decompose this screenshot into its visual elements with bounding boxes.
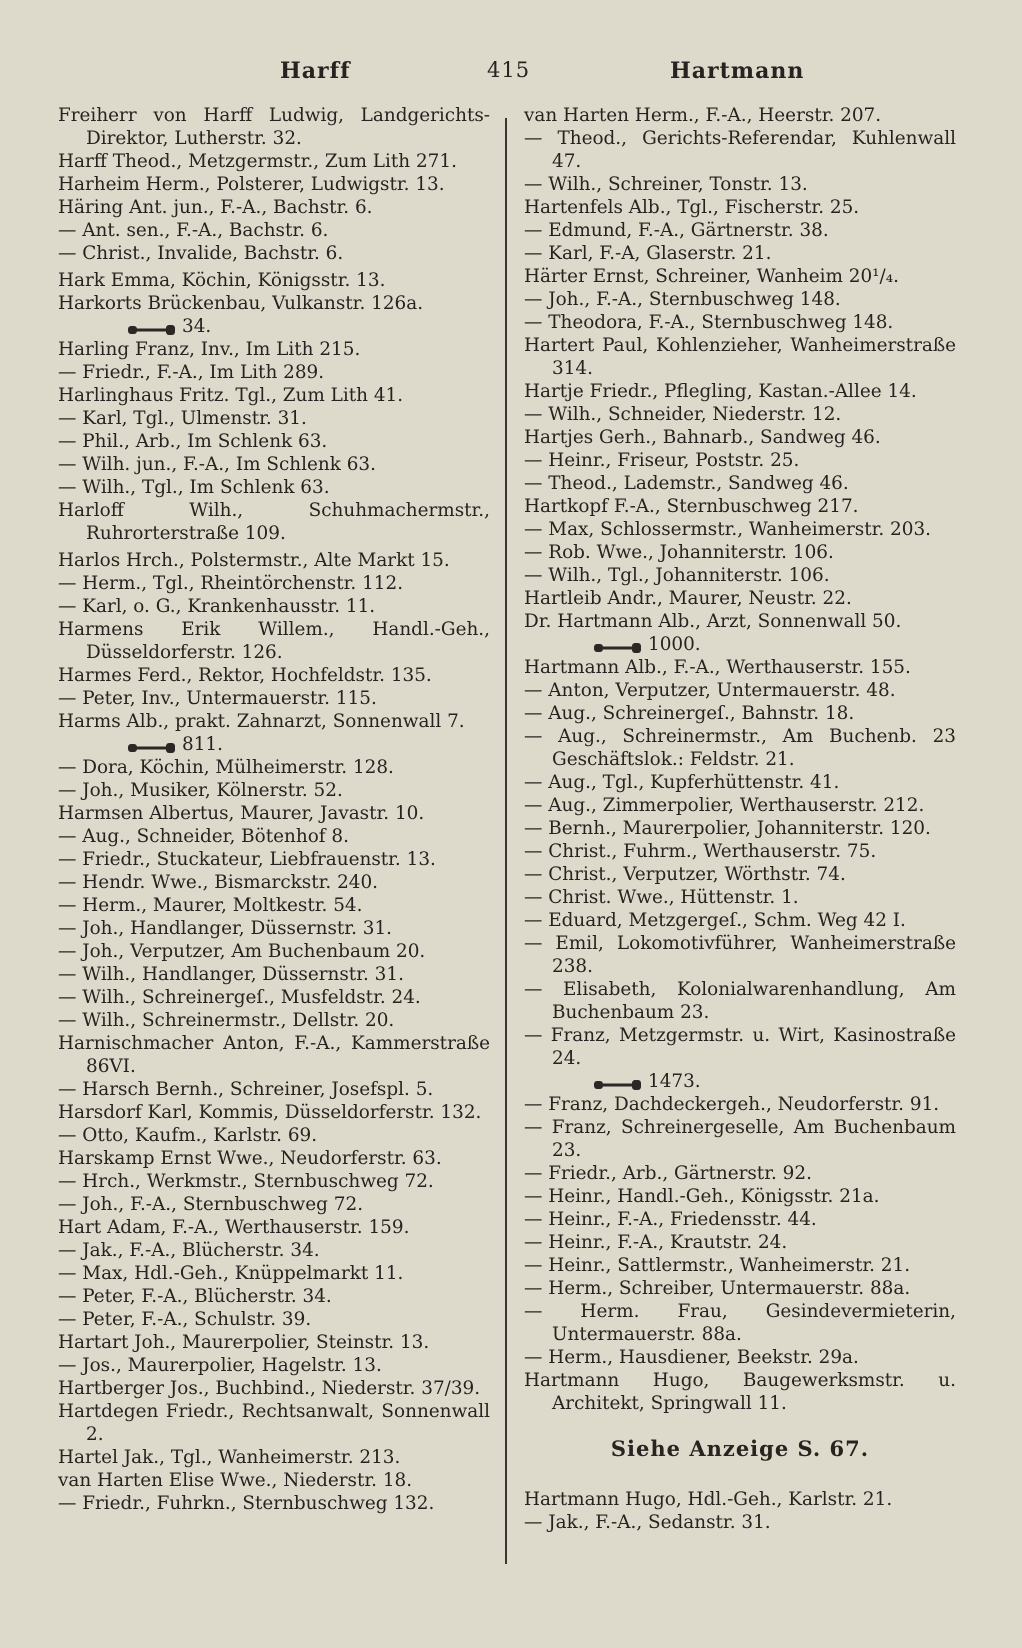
directory-entry: Harnischmacher Anton, F.-A., Kammerstraße 86VI. — [58, 1033, 490, 1077]
directory-entry: — Karl, o. G., Krankenhausstr. 11. — [58, 596, 376, 617]
header-right-keyword: Hartmann — [670, 58, 805, 84]
directory-entry: — Karl, F.-A, Glaserstr. 21. — [524, 243, 772, 264]
directory-entry: — Heinr., Handl.-Geh., Königsstr. 21a. — [524, 1186, 880, 1207]
telephone-icon — [128, 738, 176, 752]
directory-entry: — Aug., Schneider, Bötenhof 8. — [58, 826, 349, 847]
directory-entry: Harmsen Albertus, Maurer, Javastr. 10. — [58, 803, 425, 824]
directory-entry: — Hrch., Werkmstr., Sternbuschweg 72. — [58, 1171, 434, 1192]
advertisement-notice: Siehe Anzeige S. 67. — [610, 1436, 870, 1461]
directory-entry: van Harten Elise Wwe., Niederstr. 18. — [58, 1470, 413, 1491]
directory-entry: — Franz, Dachdeckergeh., Neudorferstr. 91. — [524, 1094, 940, 1115]
right-column — [524, 104, 956, 1534]
directory-entry: — Herm., Tgl., Rheintörchenstr. 112. — [58, 573, 404, 594]
directory-entry: Hart Adam, F.-A., Werthauserstr. 159. — [58, 1217, 410, 1238]
directory-entry: — Peter, F.-A., Blücherstr. 34. — [58, 1286, 332, 1307]
directory-entry: — Heinr., F.-A., Krautstr. 24. — [524, 1232, 788, 1253]
directory-entry: Harff Theod., Metzgermstr., Zum Lith 271. — [58, 151, 457, 172]
directory-entry: — Wilh., Tgl., Im Schlenk 63. — [58, 477, 330, 498]
directory-entry: — Wilh., Handlanger, Düssernstr. 31. — [58, 964, 404, 985]
directory-entry: — Emil, Lokomotivführer, Wanheimerstraße 238. — [524, 933, 956, 977]
directory-entry: — Otto, Kaufm., Karlstr. 69. — [58, 1125, 318, 1146]
directory-entry: — Peter, Inv., Untermauerstr. 115. — [58, 688, 377, 709]
telephone-number-text: 811. — [182, 734, 223, 755]
directory-entry: — Aug., Zimmerpolier, Werthauserstr. 212. — [524, 795, 925, 816]
directory-entry: — Heinr., F.-A., Friedensstr. 44. — [524, 1209, 817, 1230]
telephone-number — [524, 633, 956, 656]
directory-entry: — Aug., Tgl., Kupferhüttenstr. 41. — [524, 772, 840, 793]
directory-entry: Hartmann Hugo, Baugewerksmstr. u. Architekt, Springwall 11. — [524, 1370, 956, 1414]
directory-entry: Härter Ernst, Schreiner, Wanheim 20¹/₄. — [524, 266, 899, 287]
directory-entry: Harkorts Brückenbau, Vulkanstr. 126a. — [58, 293, 424, 314]
directory-entry: — Karl, Tgl., Ulmenstr. 31. — [58, 408, 307, 429]
page-header — [55, 58, 967, 92]
directory-entry: — Christ., Invalide, Bachstr. 6. — [58, 243, 344, 264]
directory-entry: Hartkopf F.-A., Sternbuschweg 217. — [524, 496, 859, 517]
directory-entry: Harling Franz, Inv., Im Lith 215. — [58, 339, 361, 360]
directory-entry: Häring Ant. jun., F.-A., Bachstr. 6. — [58, 197, 373, 218]
directory-entry: — Friedr., F.-A., Im Lith 289. — [58, 362, 325, 383]
telephone-number — [58, 315, 490, 338]
directory-entry: Hartmann Alb., F.-A., Werthauserstr. 155. — [524, 657, 911, 678]
directory-entry: — Herm., Maurer, Moltkestr. 54. — [58, 895, 363, 916]
directory-entry: — Wilh. jun., F.-A., Im Schlenk 63. — [58, 454, 376, 475]
directory-entry: Hartje Friedr., Pflegling, Kastan.-Allee 14. — [524, 381, 917, 402]
directory-entry: — Joh., F.-A., Sternbuschweg 148. — [524, 289, 841, 310]
directory-entry: — Heinr., Friseur, Poststr. 25. — [524, 450, 800, 471]
directory-entry: — Wilh., Schneider, Niederstr. 12. — [524, 404, 842, 425]
telephone-number-text: 1000. — [648, 634, 701, 655]
directory-entry: Harmes Ferd., Rektor, Hochfeldstr. 135. — [58, 665, 432, 686]
directory-entry: — Herm., Schreiber, Untermauerstr. 88a. — [524, 1278, 911, 1299]
directory-entry: — Christ., Verputzer, Wörthstr. 74. — [524, 864, 846, 885]
directory-entry: — Franz, Metzgermstr. u. Wirt, Kasinostraße 24. — [524, 1025, 956, 1069]
directory-entry: van Harten Herm., F.-A., Heerstr. 207. — [524, 105, 882, 126]
directory-entry: — Harsch Bernh., Schreiner, Josefspl. 5. — [58, 1079, 434, 1100]
directory-entry: Freiherr von Harff Ludwig, Landgerichts-Direktor, Lutherstr. 32. — [58, 105, 490, 149]
directory-entry: — Peter, F.-A., Schulstr. 39. — [58, 1309, 312, 1330]
telephone-icon — [128, 320, 176, 334]
directory-entry: Hartleib Andr., Maurer, Neustr. 22. — [524, 588, 852, 609]
page-number: 415 — [487, 58, 531, 82]
directory-entry: — Friedr., Stuckateur, Liebfrauenstr. 13. — [58, 849, 436, 870]
directory-entry: Hartenfels Alb., Tgl., Fischerstr. 25. — [524, 197, 860, 218]
directory-entry: — Edmund, F.-A., Gärtnerstr. 38. — [524, 220, 829, 241]
directory-entry: Hartmann Hugo, Hdl.-Geh., Karlstr. 21. — [524, 1489, 893, 1510]
directory-entry: — Friedr., Arb., Gärtnerstr. 92. — [524, 1163, 812, 1184]
directory-entry: Hartart Joh., Maurerpolier, Steinstr. 13. — [58, 1332, 430, 1353]
directory-entry: Harsdorf Karl, Kommis, Düsseldorferstr. 132. — [58, 1102, 482, 1123]
left-column — [58, 104, 490, 1515]
directory-entry: — Eduard, Metzgergeſ., Schm. Weg 42 I. — [524, 910, 906, 931]
directory-entry: — Wilh., Schreiner, Tonstr. 13. — [524, 174, 808, 195]
directory-entry: — Jak., F.-A., Sedanstr. 31. — [524, 1512, 771, 1533]
directory-entry: Hartjes Gerh., Bahnarb., Sandweg 46. — [524, 427, 881, 448]
directory-entry: Harlinghaus Fritz. Tgl., Zum Lith 41. — [58, 385, 404, 406]
directory-entry: Hartel Jak., Tgl., Wanheimerstr. 213. — [58, 1447, 401, 1468]
telephone-number-text: 34. — [182, 316, 212, 337]
directory-entry: — Theodora, F.-A., Sternbuschweg 148. — [524, 312, 894, 333]
directory-entry: — Christ., Fuhrm., Werthauserstr. 75. — [524, 841, 877, 862]
directory-entry: Harms Alb., prakt. Zahnarzt, Sonnenwall 7. — [58, 711, 465, 732]
directory-entry: — Herm. Frau, Gesindevermieterin, Untermauerstr. 88a. — [524, 1301, 956, 1345]
directory-entry: — Jak., F.-A., Blücherstr. 34. — [58, 1240, 320, 1261]
directory-entry: — Anton, Verputzer, Untermauerstr. 48. — [524, 680, 896, 701]
directory-entry: — Wilh., Schreinergeſ., Musfeldstr. 24. — [58, 987, 421, 1008]
directory-entry: — Jos., Maurerpolier, Hagelstr. 13. — [58, 1355, 382, 1376]
directory-entry: — Theod., Lademstr., Sandweg 46. — [524, 473, 849, 494]
directory-entry: — Rob. Wwe., Johanniterstr. 106. — [524, 542, 834, 563]
directory-entry: — Christ. Wwe., Hüttenstr. 1. — [524, 887, 799, 908]
header-left-keyword: Harff — [280, 58, 351, 84]
directory-entry: — Phil., Arb., Im Schlenk 63. — [58, 431, 328, 452]
directory-entry: Harloff Wilh., Schuhmachermstr., Ruhrorterstraße 109. — [58, 500, 490, 544]
directory-entry: — Max, Hdl.-Geh., Knüppelmarkt 11. — [58, 1263, 404, 1284]
directory-entry: — Theod., Gerichts-Referendar, Kuhlenwall 47. — [524, 128, 956, 172]
telephone-number-text: 1473. — [648, 1071, 701, 1092]
directory-entry: — Dora, Köchin, Mülheimerstr. 128. — [58, 757, 394, 778]
directory-entry: — Ant. sen., F.-A., Bachstr. 6. — [58, 220, 329, 241]
directory-entry: — Hendr. Wwe., Bismarckstr. 240. — [58, 872, 379, 893]
directory-entry: — Heinr., Sattlermstr., Wanheimerstr. 21. — [524, 1255, 911, 1276]
directory-entry: — Bernh., Maurerpolier, Johanniterstr. 120. — [524, 818, 931, 839]
directory-entry: Harheim Herm., Polsterer, Ludwigstr. 13. — [58, 174, 445, 195]
directory-entry: — Aug., Schreinergeſ., Bahnstr. 18. — [524, 703, 855, 724]
directory-entry: — Elisabeth, Kolonialwarenhandlung, Am Buchenbaum 23. — [524, 979, 956, 1023]
directory-entry: Harlos Hrch., Polstermstr., Alte Markt 15. — [58, 550, 450, 571]
directory-entry: — Wilh., Tgl., Johanniterstr. 106. — [524, 565, 830, 586]
directory-entry: — Wilh., Schreinermstr., Dellstr. 20. — [58, 1010, 395, 1031]
directory-entry: Hartberger Jos., Buchbind., Niederstr. 37/39. — [58, 1378, 481, 1399]
directory-entry: Harskamp Ernst Wwe., Neudorferstr. 63. — [58, 1148, 442, 1169]
telephone-icon — [594, 638, 642, 652]
directory-entry: — Friedr., Fuhrkn., Sternbuschweg 132. — [58, 1493, 435, 1514]
directory-entry: — Joh., Musiker, Kölnerstr. 52. — [58, 780, 343, 801]
directory-entry: — Joh., F.-A., Sternbuschweg 72. — [58, 1194, 364, 1215]
directory-entry: Hartert Paul, Kohlenzieher, Wanheimerstraße 314. — [524, 335, 956, 379]
directory-entry: Harmens Erik Willem., Handl.-Geh., Düsseldorferstr. 126. — [58, 619, 490, 663]
directory-entry: — Joh., Verputzer, Am Buchenbaum 20. — [58, 941, 426, 962]
column-divider — [505, 118, 507, 1564]
directory-entry: — Max, Schlossermstr., Wanheimerstr. 203. — [524, 519, 931, 540]
telephone-number — [524, 1070, 956, 1093]
directory-entry: — Franz, Schreinergeselle, Am Buchenbaum 23. — [524, 1117, 956, 1161]
directory-entry: — Aug., Schreinermstr., Am Buchenb. 23 Geschäftslok.: Feldstr. 21. — [524, 726, 956, 770]
directory-entry: Hark Emma, Köchin, Königsstr. 13. — [58, 270, 386, 291]
directory-entry: — Herm., Hausdiener, Beekstr. 29a. — [524, 1347, 859, 1368]
telephone-number — [58, 733, 490, 756]
telephone-icon — [594, 1075, 642, 1089]
directory-entry: Dr. Hartmann Alb., Arzt, Sonnenwall 50. — [524, 611, 902, 632]
directory-entry: Hartdegen Friedr., Rechtsanwalt, Sonnenwall 2. — [58, 1401, 490, 1445]
directory-entry: — Joh., Handlanger, Düssernstr. 31. — [58, 918, 393, 939]
